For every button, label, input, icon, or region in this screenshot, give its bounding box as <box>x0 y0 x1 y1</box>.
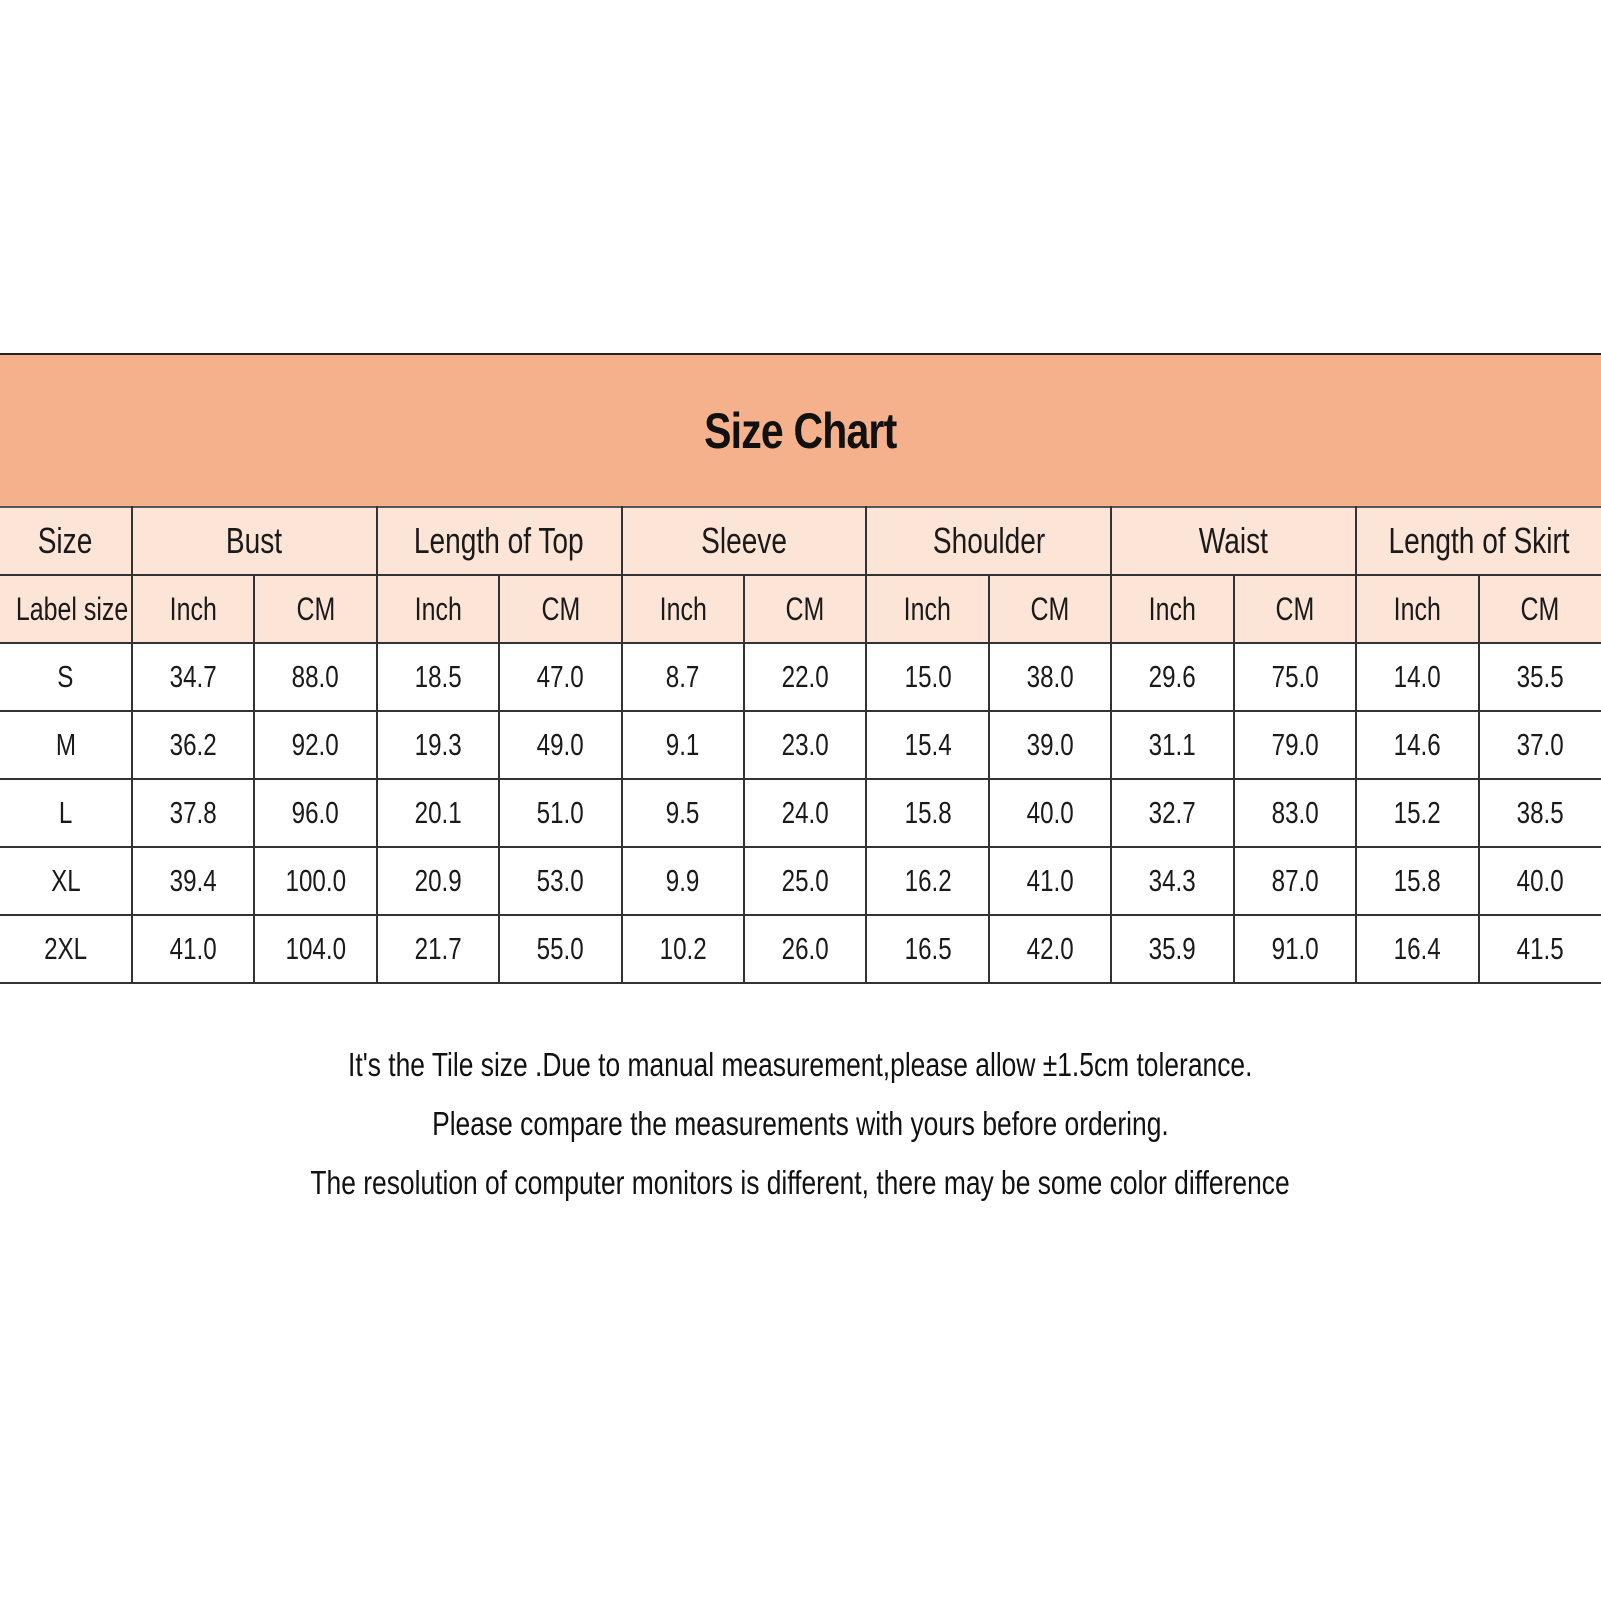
table-row <box>0 915 1601 983</box>
table-row <box>0 779 1601 847</box>
measurement-cell: 38.0 <box>989 643 1111 711</box>
size-label-cell: XL <box>0 847 132 915</box>
unit-header-inch: Inch <box>132 575 254 643</box>
measurement-cell: 41.0 <box>132 915 254 983</box>
measurement-cell: 34.3 <box>1111 847 1233 915</box>
measurement-cell: 40.0 <box>989 779 1111 847</box>
measurement-cell: 79.0 <box>1234 711 1356 779</box>
measurement-cell: 15.0 <box>866 643 988 711</box>
size-label-cell: 2XL <box>0 915 132 983</box>
unit-header-label-size: Label size <box>0 575 132 643</box>
measurement-cell: 18.5 <box>377 643 499 711</box>
group-header-row <box>0 507 1601 575</box>
measurement-cell: 9.5 <box>622 779 744 847</box>
page-title: Size Chart <box>704 402 897 459</box>
measurement-cell: 88.0 <box>254 643 376 711</box>
measurement-cell: 15.4 <box>866 711 988 779</box>
measurement-cell: 14.0 <box>1356 643 1478 711</box>
measurement-cell: 104.0 <box>254 915 376 983</box>
measurement-cell: 37.8 <box>132 779 254 847</box>
unit-header-inch: Inch <box>866 575 988 643</box>
measurement-cell: 20.9 <box>377 847 499 915</box>
group-header-length-of-skirt: Length of Skirt <box>1356 507 1601 575</box>
measurement-cell: 31.1 <box>1111 711 1233 779</box>
unit-header-inch: Inch <box>1111 575 1233 643</box>
measurement-cell: 55.0 <box>499 915 621 983</box>
group-header-length-of-top: Length of Top <box>377 507 622 575</box>
measurement-cell: 29.6 <box>1111 643 1233 711</box>
unit-header-cm: CM <box>1234 575 1356 643</box>
group-header-waist: Waist <box>1111 507 1356 575</box>
measurement-cell: 53.0 <box>499 847 621 915</box>
measurement-cell: 35.9 <box>1111 915 1233 983</box>
group-header-bust: Bust <box>132 507 377 575</box>
note-color-difference: The resolution of computer monitors is different, there may be some color difference <box>310 1164 1291 1201</box>
size-label-cell: L <box>0 779 132 847</box>
size-table <box>0 506 1601 984</box>
note-compare: Please compare the measurements with yours before ordering. <box>432 1105 1169 1142</box>
measurement-cell: 42.0 <box>989 915 1111 983</box>
measurement-cell: 15.8 <box>1356 847 1478 915</box>
measurement-cell: 36.2 <box>132 711 254 779</box>
table-row <box>0 847 1601 915</box>
measurement-cell: 47.0 <box>499 643 621 711</box>
table-body <box>0 643 1601 983</box>
measurement-cell: 38.5 <box>1479 779 1601 847</box>
unit-header-cm: CM <box>499 575 621 643</box>
measurement-cell: 37.0 <box>1479 711 1601 779</box>
note-tolerance: It's the Tile size .Due to manual measurement,please allow ±1.5cm tolerance. <box>348 1046 1253 1083</box>
measurement-cell: 92.0 <box>254 711 376 779</box>
measurement-cell: 15.8 <box>866 779 988 847</box>
table-row <box>0 711 1601 779</box>
measurement-cell: 20.1 <box>377 779 499 847</box>
measurement-cell: 40.0 <box>1479 847 1601 915</box>
size-label-cell: M <box>0 711 132 779</box>
measurement-cell: 15.2 <box>1356 779 1478 847</box>
unit-header-cm: CM <box>1479 575 1601 643</box>
table-row <box>0 643 1601 711</box>
title-band <box>0 353 1601 506</box>
measurement-cell: 25.0 <box>744 847 866 915</box>
measurement-cell: 9.1 <box>622 711 744 779</box>
measurement-cell: 16.2 <box>866 847 988 915</box>
measurement-cell: 32.7 <box>1111 779 1233 847</box>
measurement-cell: 14.6 <box>1356 711 1478 779</box>
measurement-cell: 41.5 <box>1479 915 1601 983</box>
measurement-cell: 83.0 <box>1234 779 1356 847</box>
group-header-sleeve: Sleeve <box>622 507 867 575</box>
measurement-cell: 22.0 <box>744 643 866 711</box>
measurement-cell: 23.0 <box>744 711 866 779</box>
measurement-cell: 91.0 <box>1234 915 1356 983</box>
measurement-cell: 100.0 <box>254 847 376 915</box>
measurement-cell: 9.9 <box>622 847 744 915</box>
measurement-cell: 39.4 <box>132 847 254 915</box>
unit-header-inch: Inch <box>1356 575 1478 643</box>
measurement-cell: 51.0 <box>499 779 621 847</box>
measurement-cell: 24.0 <box>744 779 866 847</box>
unit-header-cm: CM <box>744 575 866 643</box>
measurement-cell: 34.7 <box>132 643 254 711</box>
measurement-cell: 21.7 <box>377 915 499 983</box>
measurement-cell: 16.5 <box>866 915 988 983</box>
size-label-cell: S <box>0 643 132 711</box>
unit-header-inch: Inch <box>622 575 744 643</box>
measurement-cell: 75.0 <box>1234 643 1356 711</box>
unit-header-cm: CM <box>989 575 1111 643</box>
measurement-cell: 96.0 <box>254 779 376 847</box>
measurement-cell: 8.7 <box>622 643 744 711</box>
unit-header-row <box>0 575 1601 643</box>
group-header-shoulder: Shoulder <box>866 507 1111 575</box>
measurement-cell: 35.5 <box>1479 643 1601 711</box>
measurement-cell: 87.0 <box>1234 847 1356 915</box>
unit-header-cm: CM <box>254 575 376 643</box>
measurement-cell: 39.0 <box>989 711 1111 779</box>
unit-header-inch: Inch <box>377 575 499 643</box>
measurement-cell: 16.4 <box>1356 915 1478 983</box>
notes <box>0 1035 1601 1212</box>
measurement-cell: 10.2 <box>622 915 744 983</box>
measurement-cell: 19.3 <box>377 711 499 779</box>
measurement-cell: 26.0 <box>744 915 866 983</box>
measurement-cell: 49.0 <box>499 711 621 779</box>
measurement-cell: 41.0 <box>989 847 1111 915</box>
group-header-size: Size <box>0 507 132 575</box>
